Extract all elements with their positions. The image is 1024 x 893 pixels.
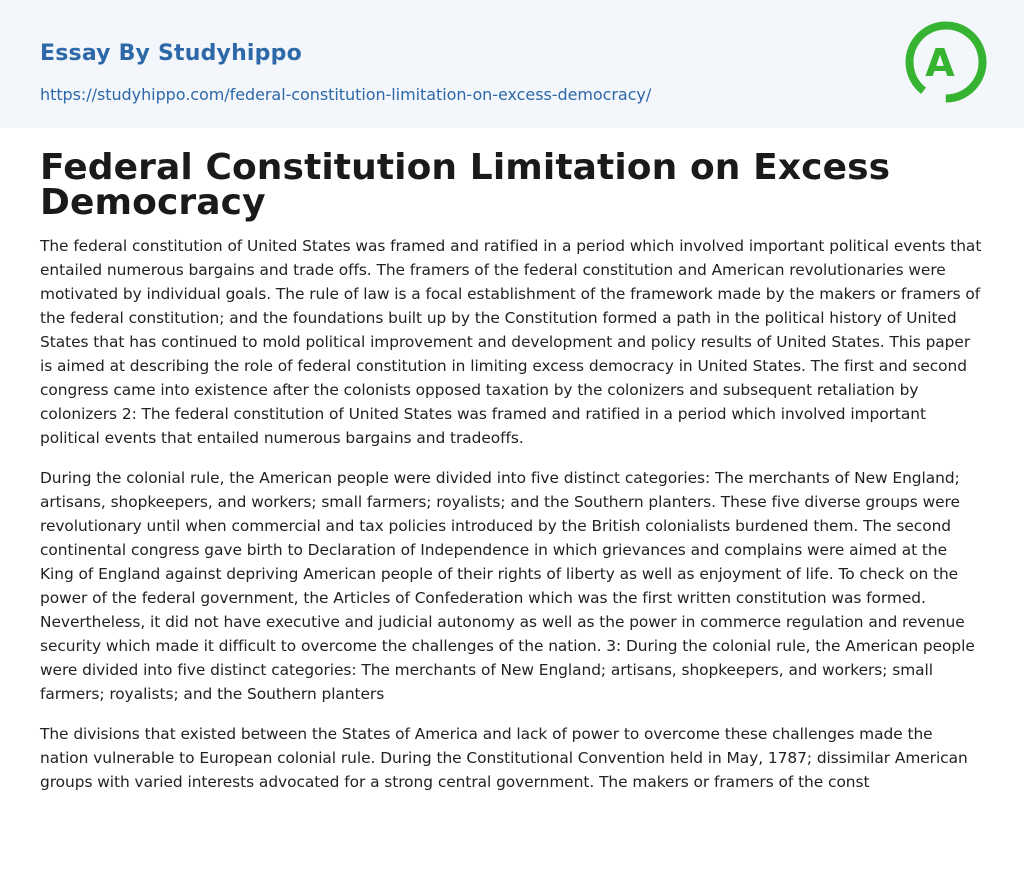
article-paragraph: During the colonial rule, the American people were divided into five distinct categories: The merchants of New England; artisans, shopkeepers, and workers; small farmers; royalists; and the Southern planters. These five diverse groups were revolutionary until when commercial and tax policies introduced by the British colonialists burdened them. The second continental congress gave birth to Declaration of Independence in which grievances and complains were aimed at the King of England against depriving American people of their rights of liberty as well as enjoyment of life. To check on the power of the federal government, the Articles of Confederation which was the first written constitution was formed. Nevertheless, it did not have executive and judicial autonomy as well as the power in commerce regulation and revenue security which made it difficult to overcome the challenges of the nation. 3: During the colonial rule, the American people were divided into five distinct categories: The merchants of New England; artisans, shopkeepers, and workers; small farmers; royalists; and the Southern planters (40, 469, 975, 703)
site-brand[interactable]: Essay By Studyhippo (40, 41, 302, 66)
article (40, 147, 984, 810)
grade-a-logo-icon[interactable] (900, 18, 988, 106)
article-paragraph: The divisions that existed between the States of America and lack of power to overcome these challenges made the nation vulnerable to European colonial rule. During the Constitutional Convention held in May, 1787; dissimilar American groups with varied interests advocated for a strong central government. The makers or framers of the const (40, 725, 968, 791)
logo-letter: A (925, 41, 955, 85)
article-title: Federal Constitution Limitation on Excess Democracy (40, 147, 891, 223)
site-header (0, 0, 1024, 128)
essay-url-link[interactable]: https://studyhippo.com/federal-constitution-limitation-on-excess-democracy/ (40, 85, 652, 104)
article-paragraph: The federal constitution of United States was framed and ratified in a period which involved important political events that entailed numerous bargains and trade offs. The framers of the federal constitution and American revolutionaries were motivated by individual goals. The rule of law is a focal establishment of the framework made by the makers or framers of the federal constitution; and the foundations built up by the Constitution formed a path in the political history of United States that has continued to mold political improvement and development and policy results of United States. This paper is aimed at describing the role of federal constitution in limiting excess democracy in United States. The first and second congress came into existence after the colonists opposed taxation by the colonizers and subsequent retaliation by colonizers 2: The federal constitution of United States was framed and ratified in a period which involved important political events that entailed numerous bargains and tradeoffs. (40, 237, 982, 447)
